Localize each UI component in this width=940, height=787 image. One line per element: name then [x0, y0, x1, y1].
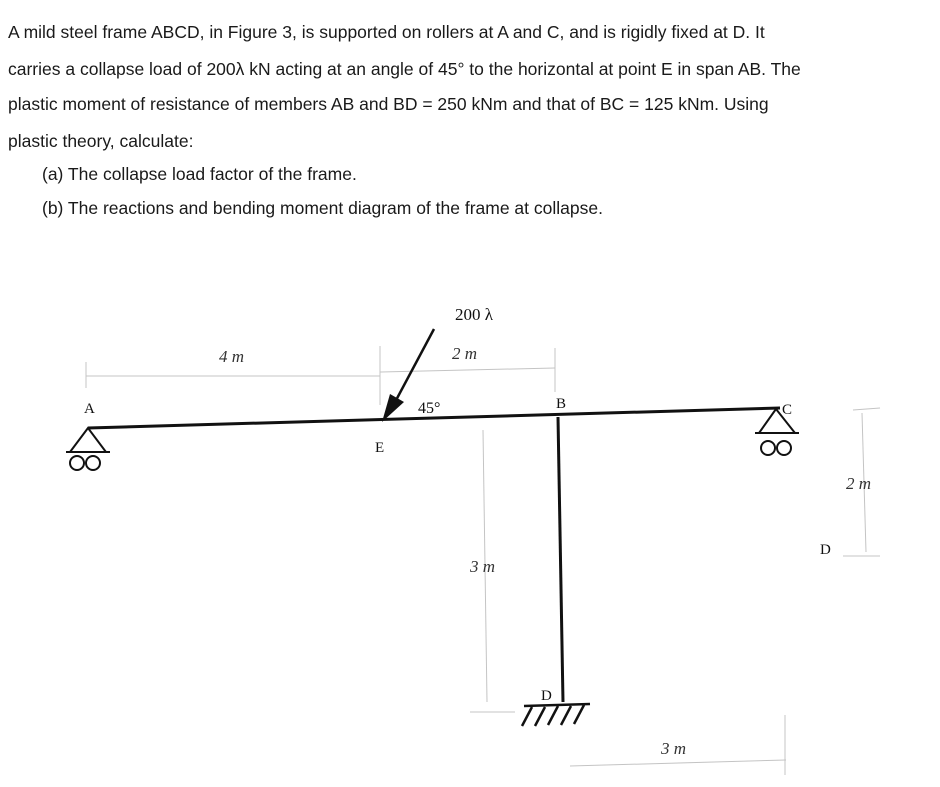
- dim-label-bd: 3 m: [470, 557, 496, 576]
- column-bd: [558, 417, 563, 702]
- problem-line-2: carries a collapse load of 200λ kN acting at an angle of 45° to the horizontal at point E in span AB. The: [8, 59, 801, 79]
- node-label-e: E: [375, 440, 385, 456]
- dim-line-eb: [380, 368, 555, 372]
- problem-line-1: A mild steel frame ABCD, in Figure 3, is supported on rollers at A and C, and is rigidly fixed at D. It: [8, 22, 765, 42]
- fixed-support-d-icon: [522, 704, 590, 726]
- node-label-b: B: [556, 396, 567, 412]
- roller-support-c-icon: [755, 409, 799, 455]
- frame-members: [88, 408, 780, 702]
- dim-label-c-height: 2 m: [846, 474, 872, 493]
- problem-line-4: plastic theory, calculate:: [8, 131, 194, 151]
- dim-label-bc: 3 m: [661, 739, 687, 758]
- node-label-c: C: [782, 402, 793, 418]
- dim-tick-c-top: [853, 408, 880, 410]
- part-b: (b) The reactions and bending moment diagram of the frame at collapse.: [42, 198, 603, 218]
- angle-label: 45°: [418, 400, 441, 417]
- node-label-d-right: D: [820, 542, 831, 558]
- node-label-a: A: [84, 401, 95, 417]
- dim-label-ae: 4 m: [219, 347, 245, 366]
- problem-line-3: plastic moment of resistance of members AB and BD = 250 kNm and that of BC = 125 kNm. Using: [8, 94, 769, 114]
- dim-label-eb: 2 m: [452, 344, 478, 363]
- node-label-d: D: [541, 688, 552, 704]
- roller-support-a-icon: [66, 428, 110, 470]
- dim-line-bc: [570, 760, 786, 766]
- load-label: 200 λ: [455, 305, 493, 324]
- part-a: (a) The collapse load factor of the frame.: [42, 164, 357, 184]
